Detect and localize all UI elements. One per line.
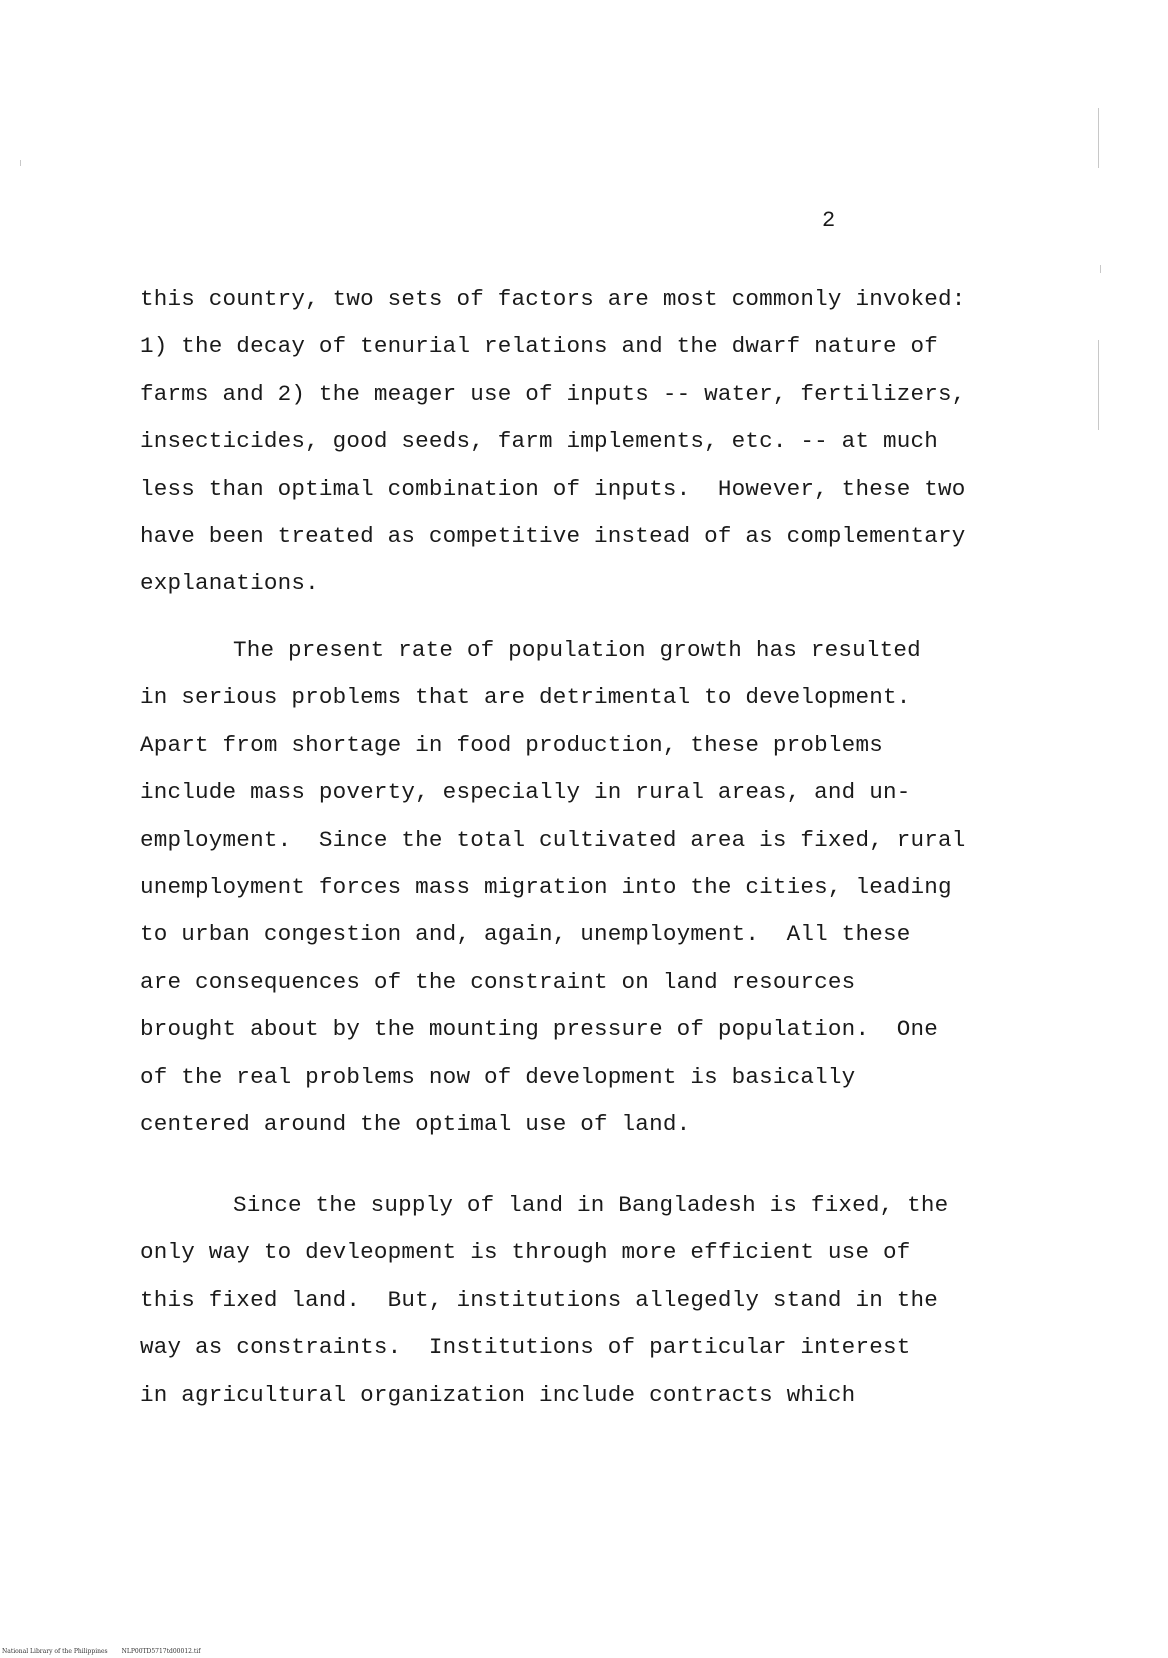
text-line: explanations. [140,570,319,597]
text-line: only way to devleopment is through more efficient use of [140,1239,911,1266]
text-line: have been treated as competitive instead of as complementary [140,523,966,550]
text-line: employment. Since the total cultivated area is fixed, rural [140,826,966,853]
text-line: this country, two sets of factors are most commonly invoked: [140,286,966,312]
footer-filename: NLP00TD5717td00012.tif [121,1648,201,1655]
text-line: The present rate of population growth has resulted [233,637,921,663]
text-line: centered around the optimal use of land. [140,1111,691,1138]
text-line: are consequences of the constraint on land resources [140,968,856,995]
text-line: Apart from shortage in food production, these problems [140,731,883,758]
paragraph-2 [140,627,1040,1148]
text-line: Since the supply of land in Bangladesh is fixed, the [233,1192,949,1218]
text-line: 1) the decay of tenurial relations and the dwarf nature of [140,333,938,360]
text-line: unemployment forces mass migration into the cities, leading [140,874,952,901]
text-line: of the real problems now of development is basically [140,1063,856,1090]
footer-imprint [2,1648,200,1655]
scan-speck [1098,340,1099,430]
text-line: brought about by the mounting pressure of population. One [140,1016,938,1043]
text-line: include mass poverty, especially in rural areas, and un- [140,779,911,806]
paragraph-3 [140,1182,1040,1419]
text-line: less than optimal combination of inputs. However, these two [140,475,966,502]
text-line: farms and 2) the meager use of inputs -- water, fertilizers, [140,380,966,407]
scan-speck [1098,108,1099,168]
text-line: in agricultural organization include contracts which [140,1381,856,1408]
paragraph-1 [140,276,1040,608]
text-line: this fixed land. But, institutions allegedly stand in the [140,1286,938,1313]
text-line: to urban congestion and, again, unemployment. All these [140,921,911,948]
footer-library: National Library of the Philippines [2,1648,108,1655]
text-line: in serious problems that are detrimental to development. [140,684,911,711]
text-line: way as constraints. Institutions of particular interest [140,1334,911,1361]
scan-speck [20,160,21,166]
text-line: insecticides, good seeds, farm implements, etc. -- at much [140,428,938,455]
scan-speck [1100,265,1101,273]
page-number: 2 [822,208,836,233]
